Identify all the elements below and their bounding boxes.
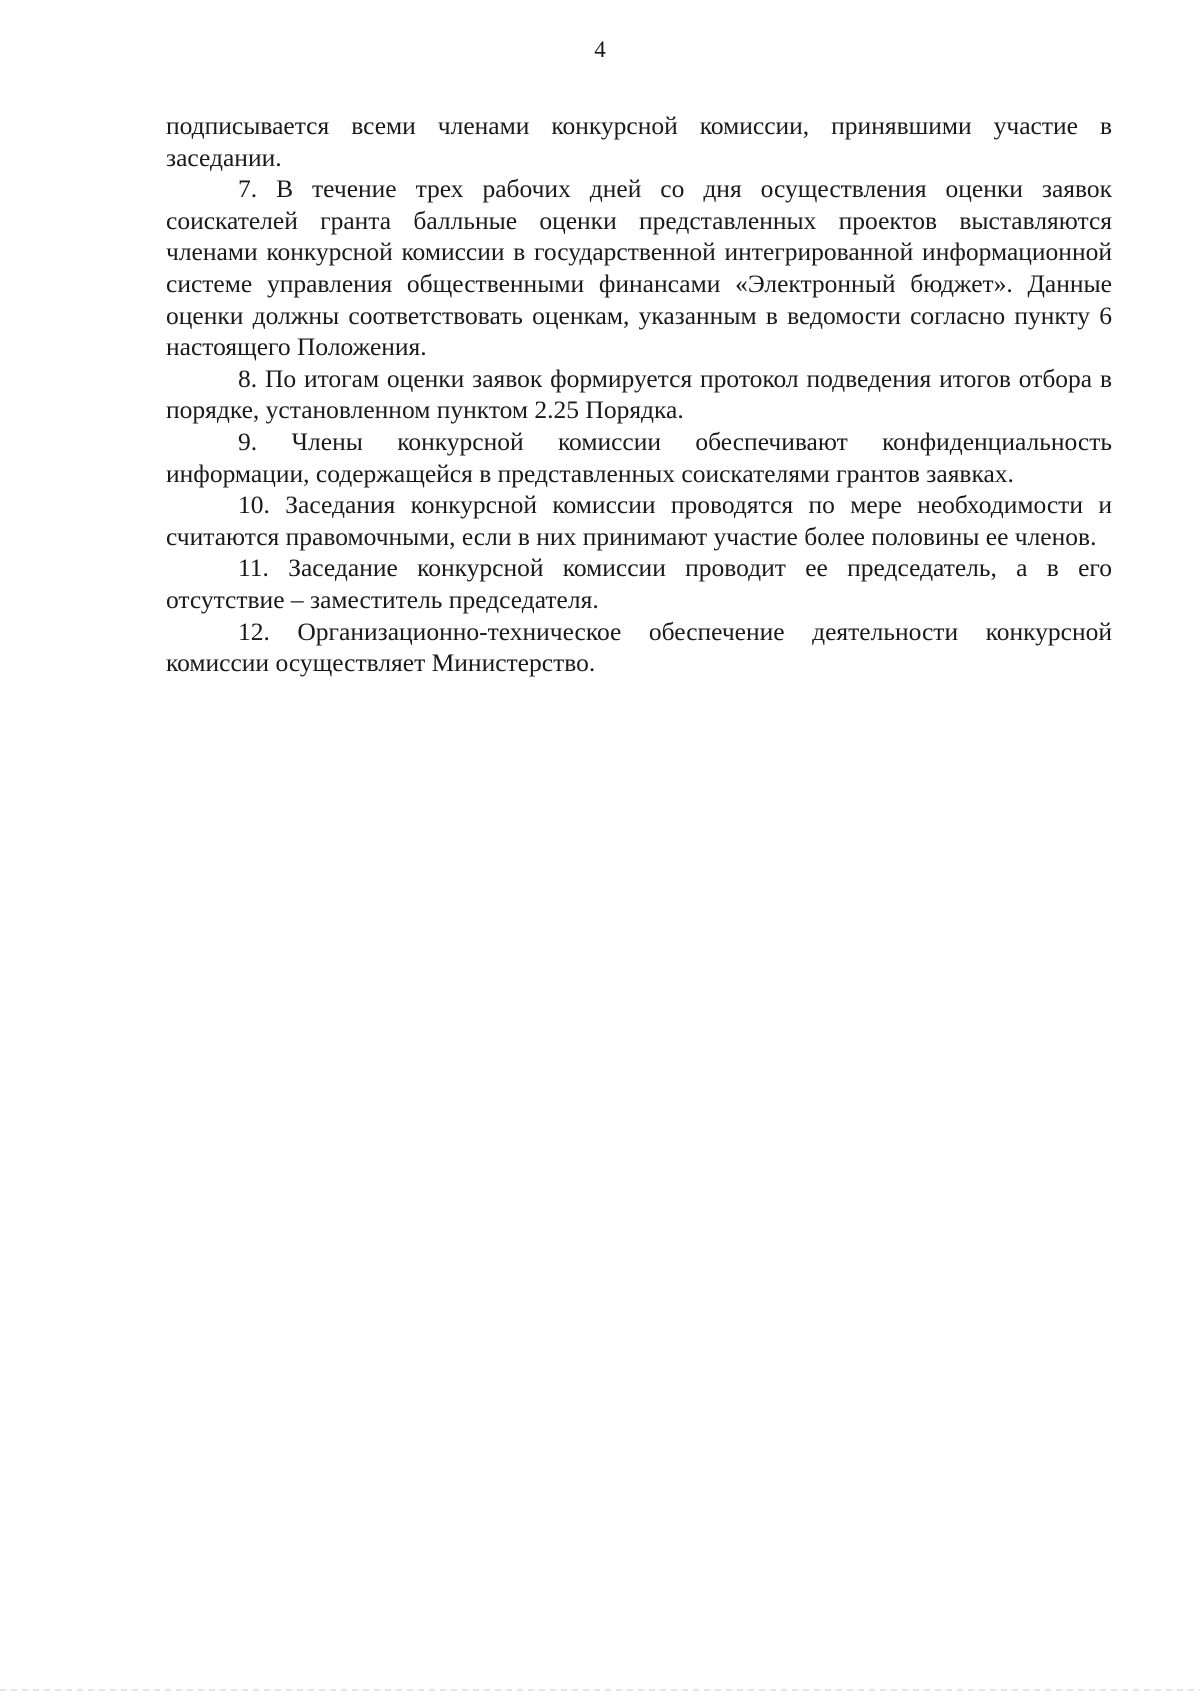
paragraph-continuation: подписывается всеми членами конкурсной комиссии, принявшими участие в заседании. [166, 111, 1112, 172]
paragraph-item-12: 12. Организационно-техническое обеспечение деятельности конкурсной комиссии осуществляет Министерство. [166, 616, 1112, 678]
scan-edge-line [0, 1689, 1200, 1691]
page-number: 4 [594, 37, 606, 62]
paragraph-item-9: 9. Члены конкурсной комиссии обеспечивают конфиденциальность информации, содержащейся в представленных соискателями грантов заявках. [166, 426, 1112, 488]
paragraph-item-7: 7. В течение трех рабочих дней со дня осуществления оценки заявок соискателей гранта балльные оценки представленных проектов выставляются членами конкурсной комиссии в государственной интегрированной информационной системе управления общественными финансами «Электронный бюджет». Данные оценки должны соответствовать оценкам, указанным в ведомости согласно пункту 6 настоящего Положения. [166, 174, 1112, 362]
paragraph-item-10: 10. Заседания конкурсной комиссии проводятся по мере необходимости и считаются правомочными, если в них принимают участие более половины ее членов. [166, 490, 1112, 551]
document-body [166, 110, 1112, 679]
paragraph-item-11: 11. Заседание конкурсной комиссии проводит ее председатель, а в его отсутствие – заместитель председателя. [166, 553, 1112, 614]
paragraph-item-8: 8. По итогам оценки заявок формируется протокол подведения итогов отбора в порядке, установленном пунктом 2.25 Порядка. [166, 363, 1112, 425]
